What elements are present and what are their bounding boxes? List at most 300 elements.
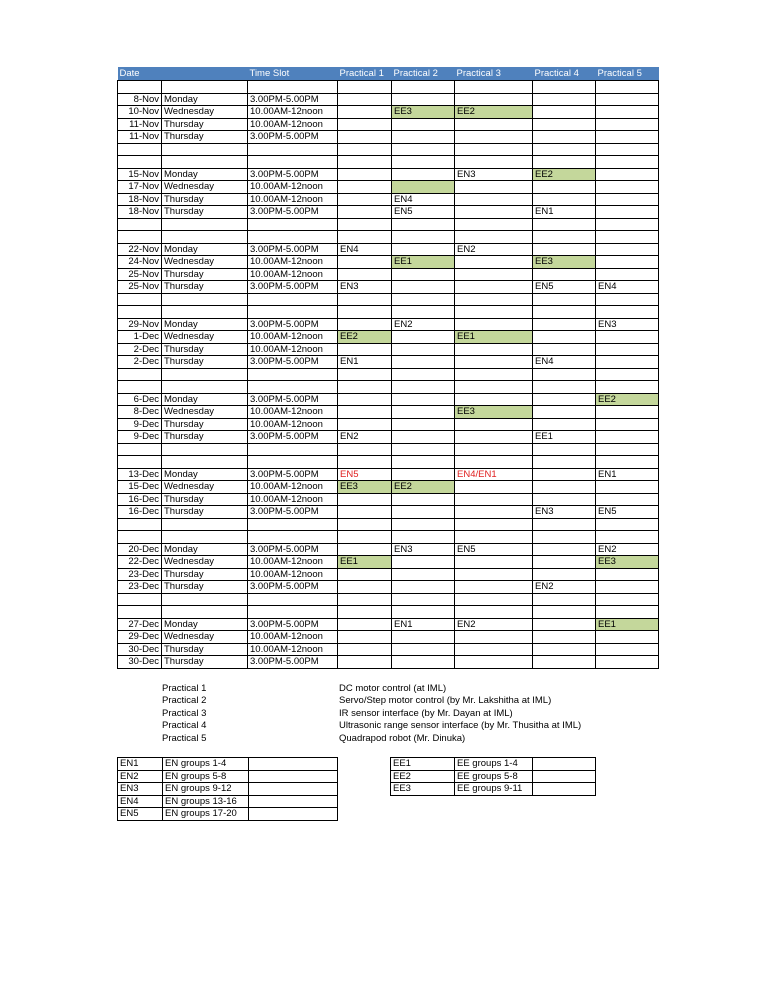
empty-cell <box>533 231 596 244</box>
practical-4-cell <box>533 543 596 556</box>
empty-cell <box>596 443 659 456</box>
day-cell: Wednesday <box>162 106 248 119</box>
day-cell: Thursday <box>162 206 248 219</box>
time-slot-cell: 3.00PM-5.00PM <box>248 618 338 631</box>
practical-4-cell <box>533 643 596 656</box>
date-cell: 22-Nov <box>118 243 162 256</box>
time-slot-cell: 10.00AM-12noon <box>248 568 338 581</box>
empty-cell <box>248 218 338 231</box>
practical-2-cell <box>392 131 455 144</box>
practical-3-cell: EE1 <box>455 331 533 344</box>
practical-5-cell: EN5 <box>596 506 659 519</box>
empty-cell <box>338 368 392 381</box>
date-cell: 13-Dec <box>118 468 162 481</box>
practical-4-cell <box>533 106 596 119</box>
legend-practical-description: Ultrasonic range sensor interface (by Mr. Thusitha at IML) <box>339 720 582 732</box>
group-members: EN groups 9-12 <box>163 783 249 796</box>
empty-cell <box>596 231 659 244</box>
schedule-row <box>118 118 659 131</box>
practical-1-cell <box>338 318 392 331</box>
group-code: EN2 <box>118 770 163 783</box>
practical-2-cell: EN3 <box>392 543 455 556</box>
empty-cell <box>392 81 455 94</box>
day-cell: Monday <box>162 168 248 181</box>
day-cell: Wednesday <box>162 481 248 494</box>
empty-cell <box>118 231 162 244</box>
practical-3-cell: EN5 <box>455 543 533 556</box>
time-slot-cell: 10.00AM-12noon <box>248 643 338 656</box>
legend-practical-description: Quadrapod robot (Mr. Dinuka) <box>339 732 466 744</box>
practical-2-cell <box>392 406 455 419</box>
schedule-row <box>118 481 659 494</box>
practical-5-cell <box>596 481 659 494</box>
empty-cell <box>248 593 338 606</box>
day-cell: Thursday <box>162 281 248 294</box>
legend-practical-description: IR sensor interface (by Mr. Dayan at IML) <box>339 707 513 719</box>
practical-1-cell <box>338 118 392 131</box>
empty-cell <box>392 143 455 156</box>
group-members: EE groups 5-8 <box>455 770 533 783</box>
schedule-row <box>118 406 659 419</box>
practical-2-cell <box>392 243 455 256</box>
schedule-row <box>118 568 659 581</box>
practical-5-cell <box>596 356 659 369</box>
empty-cell <box>392 156 455 169</box>
practical-2-cell <box>392 393 455 406</box>
day-cell: Wednesday <box>162 256 248 269</box>
group-code: EE3 <box>391 783 455 796</box>
empty-cell <box>455 606 533 619</box>
date-cell: 25-Nov <box>118 268 162 281</box>
practical-3-cell: EN2 <box>455 243 533 256</box>
empty-cell <box>596 381 659 394</box>
practical-1-cell <box>338 643 392 656</box>
date-cell: 18-Nov <box>118 193 162 206</box>
empty-cell <box>596 143 659 156</box>
practical-3-cell <box>455 256 533 269</box>
empty-cell <box>118 381 162 394</box>
day-cell: Thursday <box>162 268 248 281</box>
practical-5-cell: EN3 <box>596 318 659 331</box>
empty-cell <box>118 156 162 169</box>
empty-cell <box>338 293 392 306</box>
practical-1-cell <box>338 631 392 644</box>
practical-1-cell: EN2 <box>338 431 392 444</box>
spacer-row <box>118 368 659 381</box>
practical-3-cell <box>455 568 533 581</box>
schedule-row <box>118 506 659 519</box>
practical-1-cell: EE2 <box>338 331 392 344</box>
practical-3-cell <box>455 193 533 206</box>
time-slot-cell: 10.00AM-12noon <box>248 343 338 356</box>
empty-cell <box>596 293 659 306</box>
practical-1-cell <box>338 618 392 631</box>
date-cell: 17-Nov <box>118 181 162 194</box>
practical-1-cell <box>338 181 392 194</box>
date-cell: 29-Dec <box>118 631 162 644</box>
practical-5-cell <box>596 181 659 194</box>
practical-4-cell <box>533 568 596 581</box>
header-practical-1: Practical 1 <box>338 67 392 81</box>
empty-cell <box>533 81 596 94</box>
empty-cell <box>596 593 659 606</box>
schedule-row <box>118 243 659 256</box>
practical-5-cell <box>596 168 659 181</box>
day-cell: Thursday <box>162 356 248 369</box>
practical-4-cell <box>533 631 596 644</box>
practical-1-cell <box>338 506 392 519</box>
empty-cell <box>162 156 248 169</box>
empty-cell <box>248 293 338 306</box>
practical-1-cell <box>338 106 392 119</box>
empty-cell <box>533 381 596 394</box>
spacer-row <box>118 218 659 231</box>
group-members: EN groups 13-16 <box>163 795 249 808</box>
practical-1-cell <box>338 581 392 594</box>
practical-5-cell <box>596 418 659 431</box>
empty-cell <box>533 293 596 306</box>
empty-cell <box>162 456 248 469</box>
time-slot-cell: 10.00AM-12noon <box>248 556 338 569</box>
day-cell: Thursday <box>162 506 248 519</box>
group-row <box>118 795 338 808</box>
date-cell: 2-Dec <box>118 343 162 356</box>
practical-5-cell: EE2 <box>596 393 659 406</box>
practical-1-cell: EN3 <box>338 281 392 294</box>
time-slot-cell: 3.00PM-5.00PM <box>248 206 338 219</box>
practical-2-cell <box>392 556 455 569</box>
day-cell: Wednesday <box>162 556 248 569</box>
header-day <box>162 67 248 81</box>
practical-2-cell <box>392 493 455 506</box>
practical-2-cell: EN4 <box>392 193 455 206</box>
practical-5-cell <box>596 581 659 594</box>
practical-1-cell <box>338 493 392 506</box>
practical-1-cell: EN1 <box>338 356 392 369</box>
time-slot-cell: 3.00PM-5.00PM <box>248 131 338 144</box>
empty-cell <box>248 456 338 469</box>
schedule-row <box>118 493 659 506</box>
date-cell: 10-Nov <box>118 106 162 119</box>
day-cell: Thursday <box>162 568 248 581</box>
time-slot-cell: 10.00AM-12noon <box>248 631 338 644</box>
practical-3-cell <box>455 356 533 369</box>
practical-2-cell <box>392 468 455 481</box>
date-cell: 15-Dec <box>118 481 162 494</box>
spacer-row <box>118 456 659 469</box>
empty-cell <box>118 143 162 156</box>
practical-4-cell <box>533 331 596 344</box>
practical-3-cell <box>455 181 533 194</box>
legend-practical-name: Practical 1 <box>162 683 207 694</box>
empty-cell <box>248 156 338 169</box>
empty-cell <box>338 518 392 531</box>
practical-3-cell <box>455 656 533 669</box>
time-slot-cell: 3.00PM-5.00PM <box>248 393 338 406</box>
legend-practical-name: Practical 3 <box>162 707 207 719</box>
practical-4-cell <box>533 93 596 106</box>
practical-5-cell: EE1 <box>596 618 659 631</box>
practical-4-cell <box>533 493 596 506</box>
schedule-row <box>118 168 659 181</box>
empty-cell <box>118 368 162 381</box>
header-practical-3: Practical 3 <box>455 67 533 81</box>
empty-cell <box>249 758 338 771</box>
practical-2-cell: EE1 <box>392 256 455 269</box>
practical-5-cell <box>596 631 659 644</box>
day-cell: Thursday <box>162 118 248 131</box>
empty-cell <box>338 143 392 156</box>
empty-cell <box>248 368 338 381</box>
empty-cell <box>118 81 162 94</box>
schedule-row <box>118 256 659 269</box>
practical-4-cell <box>533 268 596 281</box>
practical-4-cell: EE1 <box>533 431 596 444</box>
schedule-header-row <box>118 67 659 81</box>
practical-3-cell: EN2 <box>455 618 533 631</box>
schedule-row <box>118 318 659 331</box>
practical-2-cell <box>392 656 455 669</box>
practical-1-cell <box>338 393 392 406</box>
group-row <box>118 758 338 771</box>
empty-cell <box>392 231 455 244</box>
schedule-body <box>118 81 659 669</box>
empty-cell <box>533 758 596 771</box>
empty-cell <box>455 231 533 244</box>
empty-cell <box>248 606 338 619</box>
practical-2-cell <box>392 581 455 594</box>
day-cell: Thursday <box>162 131 248 144</box>
group-row <box>391 758 596 771</box>
practical-2-cell <box>392 568 455 581</box>
empty-cell <box>118 518 162 531</box>
group-members: EE groups 9-11 <box>455 783 533 796</box>
spacer-row <box>118 593 659 606</box>
time-slot-cell: 10.00AM-12noon <box>248 493 338 506</box>
practical-4-cell: EN2 <box>533 581 596 594</box>
time-slot-cell: 10.00AM-12noon <box>248 481 338 494</box>
time-slot-cell: 3.00PM-5.00PM <box>248 581 338 594</box>
practical-5-cell <box>596 118 659 131</box>
group-code: EE2 <box>391 770 455 783</box>
day-cell: Wednesday <box>162 331 248 344</box>
empty-cell <box>248 81 338 94</box>
practical-3-cell <box>455 281 533 294</box>
empty-cell <box>392 606 455 619</box>
schedule-row <box>118 93 659 106</box>
time-slot-cell: 3.00PM-5.00PM <box>248 168 338 181</box>
empty-cell <box>596 606 659 619</box>
practical-5-cell: EN4 <box>596 281 659 294</box>
date-cell: 1-Dec <box>118 331 162 344</box>
practical-2-cell <box>392 268 455 281</box>
practical-2-cell <box>392 331 455 344</box>
practical-3-cell: EN4/EN1 <box>455 468 533 481</box>
practical-4-cell <box>533 343 596 356</box>
empty-cell <box>248 143 338 156</box>
date-cell: 30-Dec <box>118 643 162 656</box>
practical-4-cell <box>533 243 596 256</box>
practical-2-cell: EE2 <box>392 481 455 494</box>
ee-groups-table <box>390 757 596 796</box>
date-cell: 16-Dec <box>118 493 162 506</box>
date-cell: 2-Dec <box>118 356 162 369</box>
date-cell: 15-Nov <box>118 168 162 181</box>
practical-5-cell <box>596 268 659 281</box>
practical-5-cell <box>596 93 659 106</box>
practical-3-cell <box>455 481 533 494</box>
day-cell: Thursday <box>162 643 248 656</box>
practical-2-cell <box>392 431 455 444</box>
schedule-row <box>118 656 659 669</box>
practical-5-cell <box>596 193 659 206</box>
practical-1-cell <box>338 656 392 669</box>
group-row <box>391 783 596 796</box>
empty-cell <box>455 531 533 544</box>
empty-cell <box>596 531 659 544</box>
group-row <box>118 783 338 796</box>
schedule-row <box>118 331 659 344</box>
empty-cell <box>162 531 248 544</box>
schedule-row <box>118 393 659 406</box>
day-cell: Thursday <box>162 656 248 669</box>
spacer-row <box>118 156 659 169</box>
empty-cell <box>533 443 596 456</box>
practical-3-cell <box>455 556 533 569</box>
practical-4-cell <box>533 418 596 431</box>
empty-cell <box>248 306 338 319</box>
empty-cell <box>249 808 338 821</box>
empty-cell <box>162 293 248 306</box>
empty-cell <box>533 218 596 231</box>
practical-3-cell <box>455 643 533 656</box>
group-code: EN3 <box>118 783 163 796</box>
legend-practical-description: DC motor control (at IML) <box>339 683 447 694</box>
time-slot-cell: 10.00AM-12noon <box>248 268 338 281</box>
empty-cell <box>338 81 392 94</box>
practical-1-cell <box>338 543 392 556</box>
practical-2-cell <box>392 93 455 106</box>
empty-cell <box>392 518 455 531</box>
empty-cell <box>533 456 596 469</box>
practical-4-cell: EE2 <box>533 168 596 181</box>
empty-cell <box>533 306 596 319</box>
date-cell: 23-Dec <box>118 581 162 594</box>
empty-cell <box>162 443 248 456</box>
practical-2-cell <box>392 631 455 644</box>
schedule-row <box>118 631 659 644</box>
spacer-row <box>118 293 659 306</box>
empty-cell <box>338 156 392 169</box>
empty-cell <box>248 443 338 456</box>
empty-cell <box>596 81 659 94</box>
group-row <box>118 770 338 783</box>
time-slot-cell: 3.00PM-5.00PM <box>248 468 338 481</box>
empty-cell <box>533 783 596 796</box>
legend-row <box>162 683 662 695</box>
group-row <box>118 808 338 821</box>
practical-2-cell <box>392 418 455 431</box>
practical-1-cell: EE1 <box>338 556 392 569</box>
practical-5-cell: EN1 <box>596 468 659 481</box>
empty-cell <box>596 218 659 231</box>
day-cell: Wednesday <box>162 181 248 194</box>
date-cell: 29-Nov <box>118 318 162 331</box>
empty-cell <box>455 218 533 231</box>
empty-cell <box>338 231 392 244</box>
date-cell: 16-Dec <box>118 506 162 519</box>
schedule-row <box>118 268 659 281</box>
practical-4-cell <box>533 318 596 331</box>
practical-2-cell <box>392 343 455 356</box>
empty-cell <box>392 306 455 319</box>
group-members: EN groups 1-4 <box>163 758 249 771</box>
date-cell: 23-Dec <box>118 568 162 581</box>
empty-cell <box>162 368 248 381</box>
schedule-row <box>118 131 659 144</box>
time-slot-cell: 3.00PM-5.00PM <box>248 506 338 519</box>
practical-3-cell <box>455 118 533 131</box>
practical-1-cell <box>338 193 392 206</box>
empty-cell <box>338 531 392 544</box>
header-practical-2: Practical 2 <box>392 67 455 81</box>
practical-3-cell <box>455 206 533 219</box>
practical-legend <box>162 683 662 745</box>
empty-cell <box>162 306 248 319</box>
empty-cell <box>455 306 533 319</box>
empty-cell <box>596 518 659 531</box>
time-slot-cell: 3.00PM-5.00PM <box>248 318 338 331</box>
empty-cell <box>248 381 338 394</box>
practical-3-cell <box>455 343 533 356</box>
empty-cell <box>533 518 596 531</box>
practical-3-cell <box>455 318 533 331</box>
empty-cell <box>533 531 596 544</box>
practical-5-cell: EN2 <box>596 543 659 556</box>
group-row <box>391 770 596 783</box>
practical-5-cell <box>596 106 659 119</box>
day-cell: Thursday <box>162 193 248 206</box>
practical-2-cell <box>392 356 455 369</box>
practical-5-cell <box>596 256 659 269</box>
practical-1-cell <box>338 93 392 106</box>
time-slot-cell: 10.00AM-12noon <box>248 193 338 206</box>
spacer-row <box>118 231 659 244</box>
date-cell: 11-Nov <box>118 131 162 144</box>
schedule-row <box>118 581 659 594</box>
practical-5-cell <box>596 656 659 669</box>
practical-1-cell <box>338 268 392 281</box>
practical-2-cell: EN1 <box>392 618 455 631</box>
day-cell: Wednesday <box>162 406 248 419</box>
empty-cell <box>533 606 596 619</box>
day-cell: Monday <box>162 243 248 256</box>
empty-cell <box>162 143 248 156</box>
practical-1-cell <box>338 256 392 269</box>
group-code: EN5 <box>118 808 163 821</box>
day-cell: Monday <box>162 543 248 556</box>
date-cell: 8-Dec <box>118 406 162 419</box>
empty-cell <box>455 381 533 394</box>
time-slot-cell: 10.00AM-12noon <box>248 256 338 269</box>
practical-3-cell <box>455 131 533 144</box>
practical-1-cell: EN4 <box>338 243 392 256</box>
time-slot-cell: 10.00AM-12noon <box>248 181 338 194</box>
date-cell: 8-Nov <box>118 93 162 106</box>
practical-1-cell: EE3 <box>338 481 392 494</box>
practical-4-cell <box>533 193 596 206</box>
empty-cell <box>392 456 455 469</box>
